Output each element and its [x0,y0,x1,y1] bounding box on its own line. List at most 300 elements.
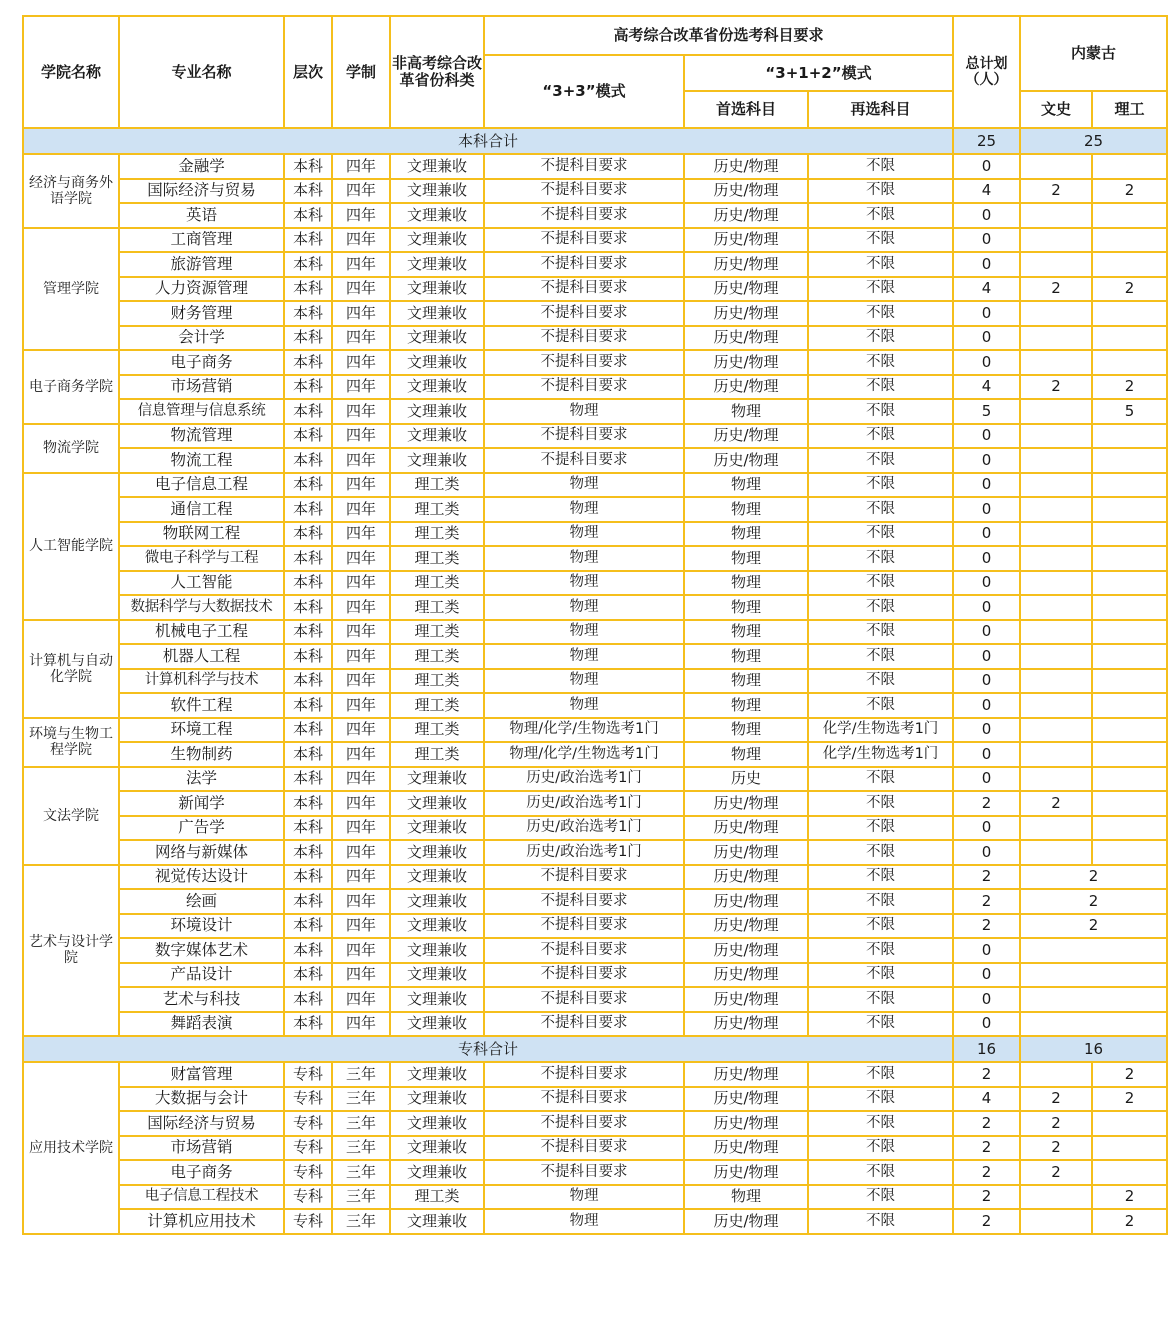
table-row [23,987,1167,1012]
major-name-cell: 环境设计 [119,914,284,939]
mode-3-3-cell: 不提科目要求 [484,938,684,963]
total-plan-cell: 2 [953,791,1020,816]
major-name-cell: 英语 [119,203,284,228]
table-row [23,914,1167,939]
mode-3-3-cell: 物理 [484,522,684,547]
category-cell: 理工类 [390,571,484,596]
region-plan-cell: 2 [1020,914,1167,939]
major-name-cell: 通信工程 [119,497,284,522]
duration-cell: 三年 [332,1209,390,1234]
science-plan-cell [1092,742,1167,767]
science-plan-cell [1092,571,1167,596]
total-plan-cell: 2 [953,1185,1020,1210]
table-row [23,963,1167,988]
region-plan-cell [1020,963,1167,988]
category-cell: 文理兼收 [390,767,484,792]
header-college: 学院名称 [23,16,119,128]
mode-3-3-cell: 不提科目要求 [484,350,684,375]
science-plan-cell [1092,620,1167,645]
duration-cell: 三年 [332,1136,390,1161]
major-name-cell: 网络与新媒体 [119,840,284,865]
header-nonreform-category: 非高考综合改革省份科类 [390,16,484,128]
mode-3-3-cell: 物理 [484,399,684,424]
total-plan-cell: 4 [953,1087,1020,1112]
major-name-cell: 人工智能 [119,571,284,596]
level-cell: 本科 [284,228,332,253]
category-cell: 文理兼收 [390,791,484,816]
major-name-cell: 广告学 [119,816,284,841]
major-name-cell: 生物制药 [119,742,284,767]
major-name-cell: 电子信息工程 [119,473,284,498]
second-subject-cell: 不限 [808,865,953,890]
college-name-cell: 人工智能学院 [23,473,119,620]
level-cell: 本科 [284,448,332,473]
total-plan-cell: 0 [953,448,1020,473]
major-name-cell: 机器人工程 [119,644,284,669]
college-name-cell: 管理学院 [23,228,119,351]
arts-plan-cell [1020,497,1092,522]
mode-3-3-cell: 物理 [484,669,684,694]
duration-cell: 四年 [332,816,390,841]
arts-plan-cell [1020,718,1092,743]
total-plan-cell: 0 [953,326,1020,351]
second-subject-cell: 不限 [808,203,953,228]
mode-3-3-cell: 不提科目要求 [484,865,684,890]
major-name-cell: 国际经济与贸易 [119,179,284,204]
region-plan-cell: 2 [1020,889,1167,914]
duration-cell: 三年 [332,1185,390,1210]
level-cell: 本科 [284,154,332,179]
total-plan-cell: 0 [953,595,1020,620]
arts-plan-cell [1020,816,1092,841]
science-plan-cell [1092,767,1167,792]
category-cell: 文理兼收 [390,865,484,890]
level-cell: 本科 [284,350,332,375]
category-cell: 文理兼收 [390,424,484,449]
duration-cell: 四年 [332,914,390,939]
second-subject-cell: 不限 [808,473,953,498]
first-subject-cell: 物理 [684,742,808,767]
level-cell: 本科 [284,375,332,400]
level-cell: 本科 [284,1012,332,1037]
science-plan-cell [1092,522,1167,547]
first-subject-cell: 历史/物理 [684,1136,808,1161]
mode-3-3-cell: 不提科目要求 [484,889,684,914]
second-subject-cell: 不限 [808,277,953,302]
second-subject-cell: 不限 [808,791,953,816]
science-plan-cell [1092,497,1167,522]
header-second-subject: 再选科目 [808,91,953,128]
major-name-cell: 微电子科学与工程 [119,546,284,571]
science-plan-cell [1092,595,1167,620]
region-plan-cell [1020,987,1167,1012]
mode-3-3-cell: 物理 [484,620,684,645]
level-cell: 本科 [284,277,332,302]
category-cell: 理工类 [390,595,484,620]
category-cell: 文理兼收 [390,154,484,179]
header-science: 理工 [1092,91,1167,128]
mode-3-3-cell: 物理 [484,546,684,571]
major-name-cell: 信息管理与信息系统 [119,399,284,424]
first-subject-cell: 历史/物理 [684,987,808,1012]
mode-3-3-cell: 不提科目要求 [484,179,684,204]
table-row [23,350,1167,375]
second-subject-cell: 不限 [808,1062,953,1087]
mode-3-3-cell: 不提科目要求 [484,1087,684,1112]
arts-plan-cell: 2 [1020,375,1092,400]
table-row [23,693,1167,718]
second-subject-cell: 不限 [808,375,953,400]
arts-plan-cell [1020,767,1092,792]
first-subject-cell: 历史/物理 [684,1062,808,1087]
first-subject-cell: 物理 [684,644,808,669]
undergrad-summary-label: 本科合计 [23,128,953,154]
first-subject-cell: 历史/物理 [684,816,808,841]
science-plan-cell [1092,301,1167,326]
category-cell: 理工类 [390,473,484,498]
arts-plan-cell [1020,424,1092,449]
arts-plan-cell [1020,522,1092,547]
category-cell: 文理兼收 [390,1062,484,1087]
science-plan-cell: 2 [1092,179,1167,204]
table-row [23,326,1167,351]
college-name-cell: 计算机与自动化学院 [23,620,119,718]
mode-3-3-cell: 不提科目要求 [484,424,684,449]
duration-cell: 四年 [332,326,390,351]
second-subject-cell: 不限 [808,326,953,351]
category-cell: 理工类 [390,522,484,547]
category-cell: 理工类 [390,669,484,694]
region-plan-cell [1020,1012,1167,1037]
category-cell: 文理兼收 [390,840,484,865]
arts-plan-cell: 2 [1020,277,1092,302]
arts-plan-cell: 2 [1020,1111,1092,1136]
second-subject-cell: 化学/生物选考1门 [808,742,953,767]
duration-cell: 四年 [332,252,390,277]
category-cell: 理工类 [390,546,484,571]
category-cell: 理工类 [390,1185,484,1210]
total-plan-cell: 4 [953,179,1020,204]
major-name-cell: 舞蹈表演 [119,1012,284,1037]
level-cell: 本科 [284,301,332,326]
first-subject-cell: 历史/物理 [684,889,808,914]
level-cell: 本科 [284,252,332,277]
vocational-summary-row [23,1036,1167,1062]
major-name-cell: 市场营销 [119,375,284,400]
arts-plan-cell [1020,326,1092,351]
mode-3-3-cell: 历史/政治选考1门 [484,816,684,841]
second-subject-cell: 不限 [808,399,953,424]
first-subject-cell: 历史/物理 [684,791,808,816]
major-name-cell: 物流管理 [119,424,284,449]
second-subject-cell: 不限 [808,179,953,204]
major-name-cell: 国际经济与贸易 [119,1111,284,1136]
science-plan-cell [1092,1136,1167,1161]
arts-plan-cell [1020,644,1092,669]
region-plan-cell: 2 [1020,865,1167,890]
mode-3-3-cell: 物理/化学/生物选考1门 [484,742,684,767]
science-plan-cell: 5 [1092,399,1167,424]
vocational-summary-total: 16 [953,1036,1020,1062]
total-plan-cell: 0 [953,350,1020,375]
duration-cell: 四年 [332,693,390,718]
category-cell: 理工类 [390,497,484,522]
header-duration: 学制 [332,16,390,128]
mode-3-3-cell: 不提科目要求 [484,987,684,1012]
science-plan-cell [1092,816,1167,841]
college-name-cell: 应用技术学院 [23,1062,119,1234]
major-name-cell: 绘画 [119,889,284,914]
mode-3-3-cell: 不提科目要求 [484,375,684,400]
level-cell: 本科 [284,424,332,449]
duration-cell: 四年 [332,522,390,547]
table-row [23,448,1167,473]
total-plan-cell: 2 [953,1062,1020,1087]
level-cell: 本科 [284,718,332,743]
science-plan-cell [1092,473,1167,498]
second-subject-cell: 不限 [808,816,953,841]
table-row [23,791,1167,816]
major-name-cell: 视觉传达设计 [119,865,284,890]
level-cell: 本科 [284,546,332,571]
first-subject-cell: 物理 [684,571,808,596]
table-row [23,1087,1167,1112]
category-cell: 文理兼收 [390,375,484,400]
table-row [23,228,1167,253]
major-name-cell: 财务管理 [119,301,284,326]
duration-cell: 四年 [332,840,390,865]
total-plan-cell: 0 [953,228,1020,253]
level-cell: 本科 [284,497,332,522]
category-cell: 文理兼收 [390,1136,484,1161]
level-cell: 专科 [284,1062,332,1087]
table-row [23,938,1167,963]
total-plan-cell: 2 [953,1209,1020,1234]
category-cell: 理工类 [390,742,484,767]
table-row [23,1185,1167,1210]
major-name-cell: 旅游管理 [119,252,284,277]
major-name-cell: 计算机科学与技术 [119,669,284,694]
level-cell: 专科 [284,1136,332,1161]
science-plan-cell [1092,448,1167,473]
arts-plan-cell [1020,669,1092,694]
total-plan-cell: 0 [953,301,1020,326]
mode-3-3-cell: 不提科目要求 [484,963,684,988]
duration-cell: 四年 [332,399,390,424]
undergrad-summary-row [23,128,1167,154]
arts-plan-cell [1020,840,1092,865]
mode-3-3-cell: 历史/政治选考1门 [484,767,684,792]
vocational-summary-label: 专科合计 [23,1036,953,1062]
second-subject-cell: 不限 [808,889,953,914]
major-name-cell: 新闻学 [119,791,284,816]
level-cell: 专科 [284,1111,332,1136]
science-plan-cell [1092,840,1167,865]
first-subject-cell: 历史/物理 [684,375,808,400]
arts-plan-cell: 2 [1020,791,1092,816]
first-subject-cell: 物理 [684,620,808,645]
category-cell: 文理兼收 [390,1087,484,1112]
duration-cell: 四年 [332,767,390,792]
mode-3-3-cell: 不提科目要求 [484,1111,684,1136]
first-subject-cell: 历史/物理 [684,1160,808,1185]
total-plan-cell: 4 [953,277,1020,302]
mode-3-3-cell: 不提科目要求 [484,1012,684,1037]
level-cell: 本科 [284,595,332,620]
table-row [23,1062,1167,1087]
science-plan-cell [1092,791,1167,816]
arts-plan-cell: 2 [1020,1136,1092,1161]
table-row [23,546,1167,571]
mode-3-3-cell: 物理 [484,473,684,498]
college-name-cell: 环境与生物工程学院 [23,718,119,767]
table-row [23,571,1167,596]
table-row [23,522,1167,547]
mode-3-3-cell: 不提科目要求 [484,252,684,277]
second-subject-cell: 不限 [808,1111,953,1136]
table-row [23,154,1167,179]
level-cell: 专科 [284,1185,332,1210]
major-name-cell: 工商管理 [119,228,284,253]
level-cell: 本科 [284,816,332,841]
first-subject-cell: 物理 [684,595,808,620]
level-cell: 本科 [284,399,332,424]
major-name-cell: 物联网工程 [119,522,284,547]
first-subject-cell: 历史/物理 [684,326,808,351]
total-plan-cell: 0 [953,987,1020,1012]
mode-3-3-cell: 不提科目要求 [484,154,684,179]
undergrad-summary-total: 25 [953,128,1020,154]
duration-cell: 四年 [332,938,390,963]
second-subject-cell: 不限 [808,571,953,596]
duration-cell: 四年 [332,669,390,694]
science-plan-cell [1092,228,1167,253]
first-subject-cell: 历史/物理 [684,865,808,890]
arts-plan-cell [1020,595,1092,620]
category-cell: 文理兼收 [390,1012,484,1037]
second-subject-cell: 不限 [808,424,953,449]
mode-3-3-cell: 物理 [484,497,684,522]
table-row [23,399,1167,424]
major-name-cell: 机械电子工程 [119,620,284,645]
table-row [23,669,1167,694]
level-cell: 专科 [284,1087,332,1112]
mode-3-3-cell: 物理 [484,1185,684,1210]
table-row [23,497,1167,522]
total-plan-cell: 0 [953,154,1020,179]
level-cell: 本科 [284,693,332,718]
level-cell: 本科 [284,914,332,939]
mode-3-3-cell: 不提科目要求 [484,914,684,939]
duration-cell: 四年 [332,742,390,767]
category-cell: 文理兼收 [390,938,484,963]
total-plan-cell: 0 [953,816,1020,841]
table-row [23,301,1167,326]
table-row [23,1160,1167,1185]
science-plan-cell: 2 [1092,1209,1167,1234]
second-subject-cell: 不限 [808,693,953,718]
first-subject-cell: 历史/物理 [684,1012,808,1037]
level-cell: 专科 [284,1160,332,1185]
science-plan-cell [1092,326,1167,351]
table-row [23,277,1167,302]
arts-plan-cell [1020,399,1092,424]
level-cell: 本科 [284,620,332,645]
category-cell: 文理兼收 [390,277,484,302]
first-subject-cell: 历史/物理 [684,1111,808,1136]
mode-3-3-cell: 不提科目要求 [484,1160,684,1185]
total-plan-cell: 0 [953,767,1020,792]
table-row [23,767,1167,792]
duration-cell: 四年 [332,154,390,179]
total-plan-cell: 0 [953,938,1020,963]
second-subject-cell: 不限 [808,154,953,179]
arts-plan-cell [1020,154,1092,179]
major-name-cell: 产品设计 [119,963,284,988]
second-subject-cell: 化学/生物选考1门 [808,718,953,743]
category-cell: 文理兼收 [390,963,484,988]
major-name-cell: 计算机应用技术 [119,1209,284,1234]
first-subject-cell: 历史/物理 [684,938,808,963]
science-plan-cell: 2 [1092,1185,1167,1210]
second-subject-cell: 不限 [808,252,953,277]
arts-plan-cell: 2 [1020,1160,1092,1185]
science-plan-cell: 2 [1092,1087,1167,1112]
science-plan-cell [1092,644,1167,669]
science-plan-cell [1092,424,1167,449]
total-plan-cell: 0 [953,669,1020,694]
first-subject-cell: 历史/物理 [684,448,808,473]
second-subject-cell: 不限 [808,595,953,620]
first-subject-cell: 物理 [684,693,808,718]
first-subject-cell: 物理 [684,669,808,694]
science-plan-cell [1092,693,1167,718]
table-row [23,1111,1167,1136]
level-cell: 本科 [284,326,332,351]
table-row [23,252,1167,277]
total-plan-cell: 2 [953,1136,1020,1161]
table-row [23,889,1167,914]
major-name-cell: 市场营销 [119,1136,284,1161]
duration-cell: 三年 [332,1111,390,1136]
total-plan-cell: 0 [953,546,1020,571]
major-name-cell: 大数据与会计 [119,1087,284,1112]
first-subject-cell: 历史/物理 [684,228,808,253]
duration-cell: 四年 [332,424,390,449]
level-cell: 本科 [284,179,332,204]
category-cell: 文理兼收 [390,987,484,1012]
category-cell: 文理兼收 [390,1111,484,1136]
total-plan-cell: 0 [953,693,1020,718]
first-subject-cell: 历史/物理 [684,179,808,204]
header-mode-3-3: “3+3”模式 [484,55,684,128]
arts-plan-cell [1020,228,1092,253]
mode-3-3-cell: 物理 [484,571,684,596]
category-cell: 文理兼收 [390,448,484,473]
major-name-cell: 法学 [119,767,284,792]
mode-3-3-cell: 不提科目要求 [484,448,684,473]
first-subject-cell: 历史/物理 [684,203,808,228]
science-plan-cell [1092,669,1167,694]
arts-plan-cell [1020,1062,1092,1087]
table-row [23,1136,1167,1161]
enrollment-plan-table-container [22,15,1168,1235]
total-plan-cell: 2 [953,1160,1020,1185]
level-cell: 本科 [284,767,332,792]
category-cell: 文理兼收 [390,914,484,939]
science-plan-cell [1092,252,1167,277]
arts-plan-cell [1020,252,1092,277]
